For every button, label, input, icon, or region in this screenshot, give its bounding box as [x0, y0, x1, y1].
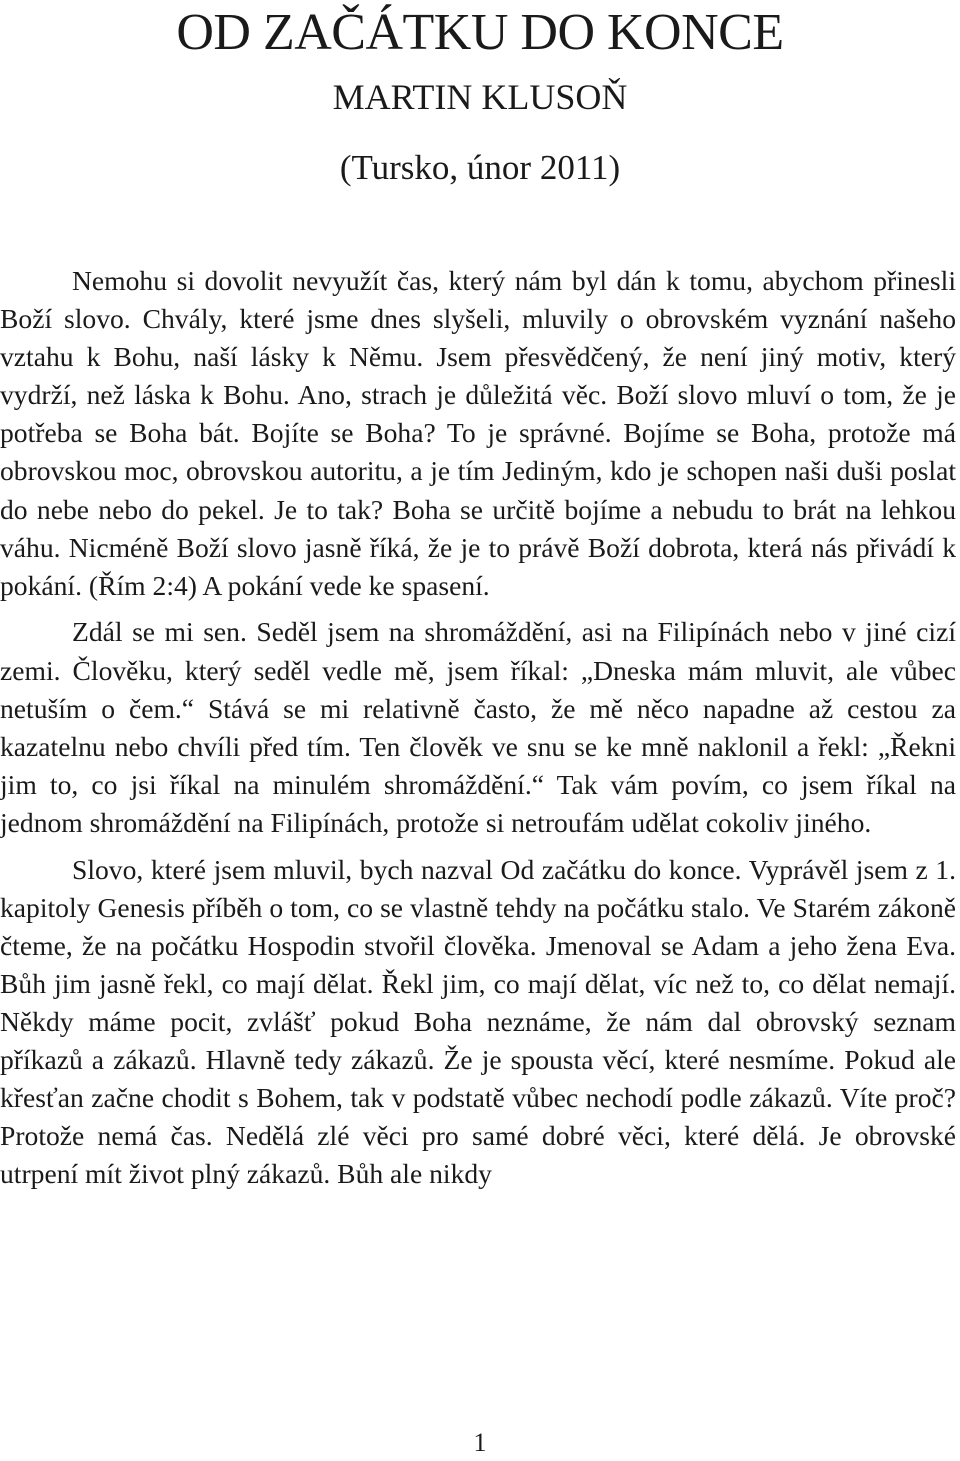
paragraph: Slovo, které jsem mluvil, bych nazval Od začátku do konce. Vyprávěl jsem z 1. kapitoly Genesis příběh o tom, co se vlastně tehdy na počátku stalo. Ve Starém zákoně čteme, že na počátku Hospodin stvořil člověka. Jmenoval se Adam a jeho žena Eva. Bůh jim jasně řekl, co mají dělat. Řekl jim, co mají dělat, víc než to, co dělat nemají. Někdy máme pocit, zvlášť pokud Boha neznáme, že nám dal obrovský seznam příkazů a zákazů. Hlavně tedy zákazů. Že je spousta věcí, které nesmíme. Pokud ale křesťan začne chodit s Bohem, tak v podstatě vůbec nechodí podle zákazů. Víte proč? Protože nemá čas. Nedělá zlé věci pro samé dobré věci, které dělá. Je obrovské utrpení mít život plný zákazů. Bůh ale nikdy — [0, 853, 956, 1190]
body-text — [0, 262, 956, 1193]
author-name: MARTIN KLUSOŇ — [332, 77, 628, 117]
paragraph: Nemohu si dovolit nevyužít čas, který nám byl dán k tomu, abychom přinesli Boží slovo. Chvály, které jsme dnes slyšeli, mluvily o obrovském vyznání našeho vztahu k Bohu, naší lásky k Němu. Jsem přesvědčený, že není jiný motiv, který vydrží, než láska k Bohu. Ano, strach je důležitá věc. Boží slovo mluví o tom, že je potřeba se Boha bát. Bojíte se Boha? To je správné. Bojíme se Boha, protože má obrovskou moc, obrovskou autoritu, a je tím Jediným, kdo je schopen naši duši poslat do nebe nebo do pekel. Je to tak? Boha se určitě bojíme a nebudu to brát na lehkou váhu. Nicméně Boží slovo jasně říká, že je to právě Boží dobrota, která nás přivádí k pokání. (Řím 2:4) A pokání vede ke spasení. — [0, 265, 956, 601]
page-number: 1 — [473, 1428, 487, 1457]
paragraph: Zdál se mi sen. Seděl jsem na shromáždění, asi na Filipínách nebo v jiné cizí zemi. Člověku, který seděl vedle mě, jsem říkal: „Dneska mám mluvit, ale vůbec netuším o čem.“ Stává se mi relativně často, že mě něco napadne až cestou za kazatelnu nebo chvíli před tím. Ten člověk ve snu se ke mně naklonil a řekl: „Řekni jim to, co jsi říkal na minulém shromáždění.“ Tak vám povím, co jsem říkal na jednom shromáždění na Filipínách, protože si netroufám udělat cokoliv jiného. — [0, 616, 956, 838]
document-title: OD ZAČÁTKU DO KONCE — [176, 4, 784, 61]
place-date: (Tursko, únor 2011) — [339, 148, 621, 187]
